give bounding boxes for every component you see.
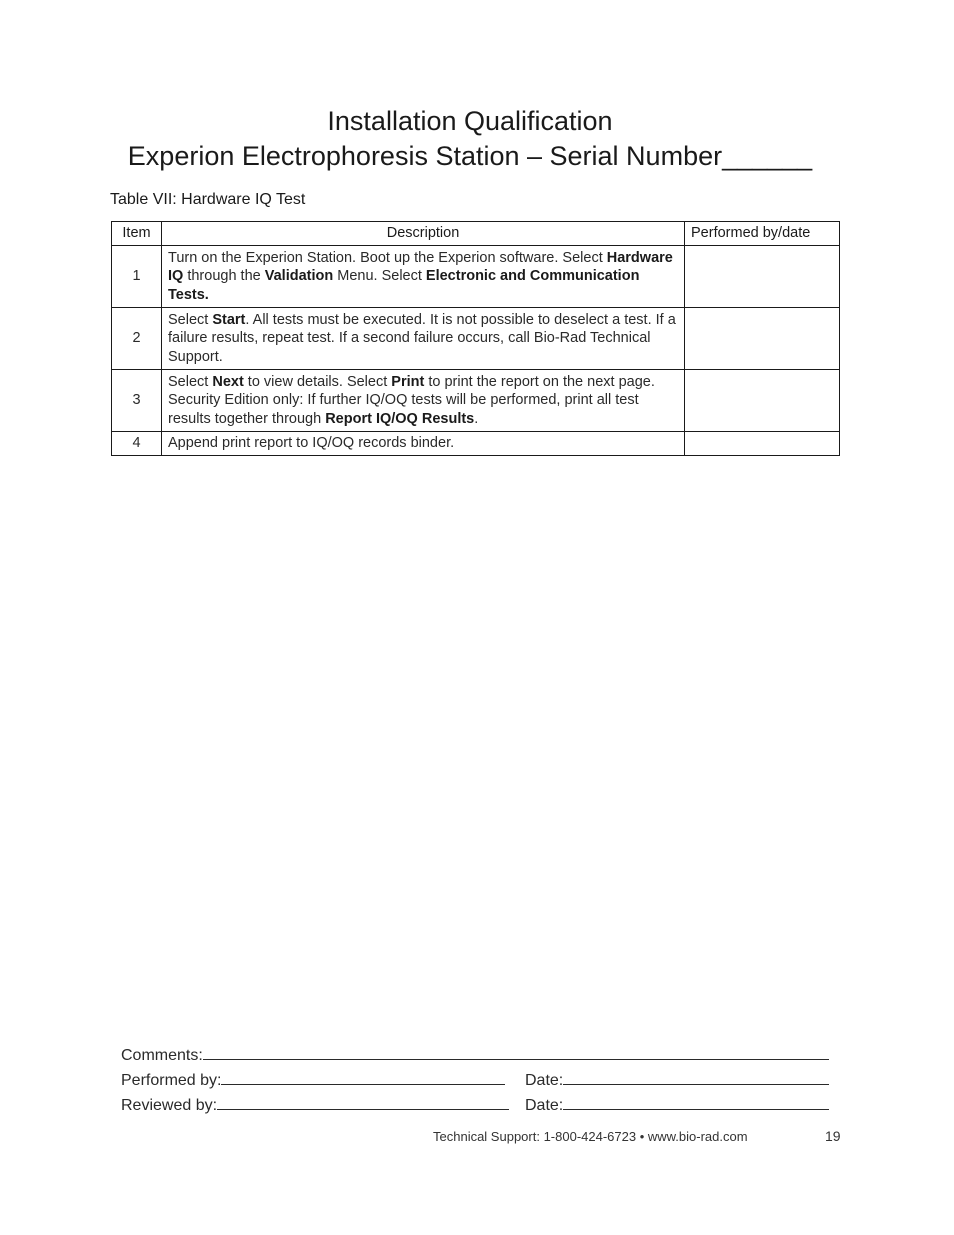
- cell-description: [162, 370, 685, 432]
- reviewed-date-line: [525, 1095, 829, 1115]
- table-row: [112, 246, 840, 308]
- cell-description: [162, 432, 685, 456]
- description-emphasis: Next: [212, 373, 244, 390]
- cell-description: [162, 308, 685, 370]
- performed-by-label: Performed by:: [121, 1072, 222, 1089]
- cell-item: 4: [112, 432, 162, 456]
- title-line-2: Experion Electrophoresis Station – Serial Number______: [127, 141, 813, 171]
- table-row: [112, 432, 840, 456]
- cell-description: [162, 246, 685, 308]
- description-emphasis: Electronic and Communication Tests.: [168, 268, 640, 303]
- comments-line: [121, 1045, 829, 1065]
- table-row: [112, 308, 840, 370]
- title-line-1: Installation Qualification: [327, 106, 613, 136]
- description-text: to print the report on the next page. Security Edition only: If further IQ/OQ tests will be performed, print all test results together through: [168, 373, 655, 427]
- cell-item: 3: [112, 370, 162, 432]
- table-caption: Table VII: Hardware IQ Test: [110, 191, 306, 208]
- description-emphasis: Print: [391, 373, 425, 390]
- performed-date-field[interactable]: [563, 1070, 829, 1085]
- description-text: Turn on the Experion Station. Boot up the Experion software. Select: [168, 249, 607, 266]
- cell-item: 1: [112, 246, 162, 308]
- page-number: 19: [825, 1128, 841, 1144]
- column-header-description: Description: [162, 222, 685, 246]
- performed-by-line: [121, 1070, 505, 1090]
- footer-support: Technical Support: 1-800-424-6723 • www.bio-rad.com: [433, 1129, 748, 1144]
- cell-performed-by-date[interactable]: [685, 432, 840, 456]
- description-text: through the: [183, 268, 265, 285]
- hardware-iq-table: [111, 221, 840, 456]
- table-body: [112, 246, 840, 456]
- reviewed-date-field[interactable]: [563, 1095, 829, 1110]
- description-emphasis: Report IQ/OQ Results: [325, 410, 475, 427]
- table-row: [112, 370, 840, 432]
- cell-performed-by-date[interactable]: [685, 246, 840, 308]
- cell-item: 2: [112, 308, 162, 370]
- description-emphasis: Start: [212, 311, 246, 328]
- column-header-performed: Performed by/date: [685, 222, 840, 246]
- page-title: [0, 104, 940, 174]
- description-text: .: [474, 410, 479, 427]
- reviewed-by-line: [121, 1095, 509, 1115]
- description-text: Append print report to IQ/OQ records binder.: [168, 435, 455, 452]
- comments-label: Comments:: [121, 1047, 203, 1064]
- description-emphasis: Validation: [264, 268, 334, 285]
- description-text: . All tests must be executed. It is not possible to deselect a test. If a failure results, repeat test. If a second failure occurs, call Bio-Rad Technical Support.: [168, 311, 676, 365]
- description-text: Menu. Select: [333, 268, 426, 285]
- description-text: Select: [168, 373, 213, 390]
- performed-date-label: Date:: [525, 1072, 564, 1089]
- reviewed-by-field[interactable]: [217, 1095, 509, 1110]
- performed-date-line: [525, 1070, 829, 1090]
- cell-performed-by-date[interactable]: [685, 308, 840, 370]
- cell-performed-by-date[interactable]: [685, 370, 840, 432]
- description-text: Select: [168, 311, 213, 328]
- reviewed-date-label: Date:: [525, 1097, 564, 1114]
- comments-field[interactable]: [203, 1045, 829, 1060]
- reviewed-by-label: Reviewed by:: [121, 1097, 218, 1114]
- description-text: to view details. Select: [243, 373, 392, 390]
- description-emphasis: Hardware IQ: [168, 249, 673, 285]
- column-header-item: Item: [112, 222, 162, 246]
- table-header-row: [112, 222, 840, 246]
- performed-by-field[interactable]: [221, 1070, 505, 1085]
